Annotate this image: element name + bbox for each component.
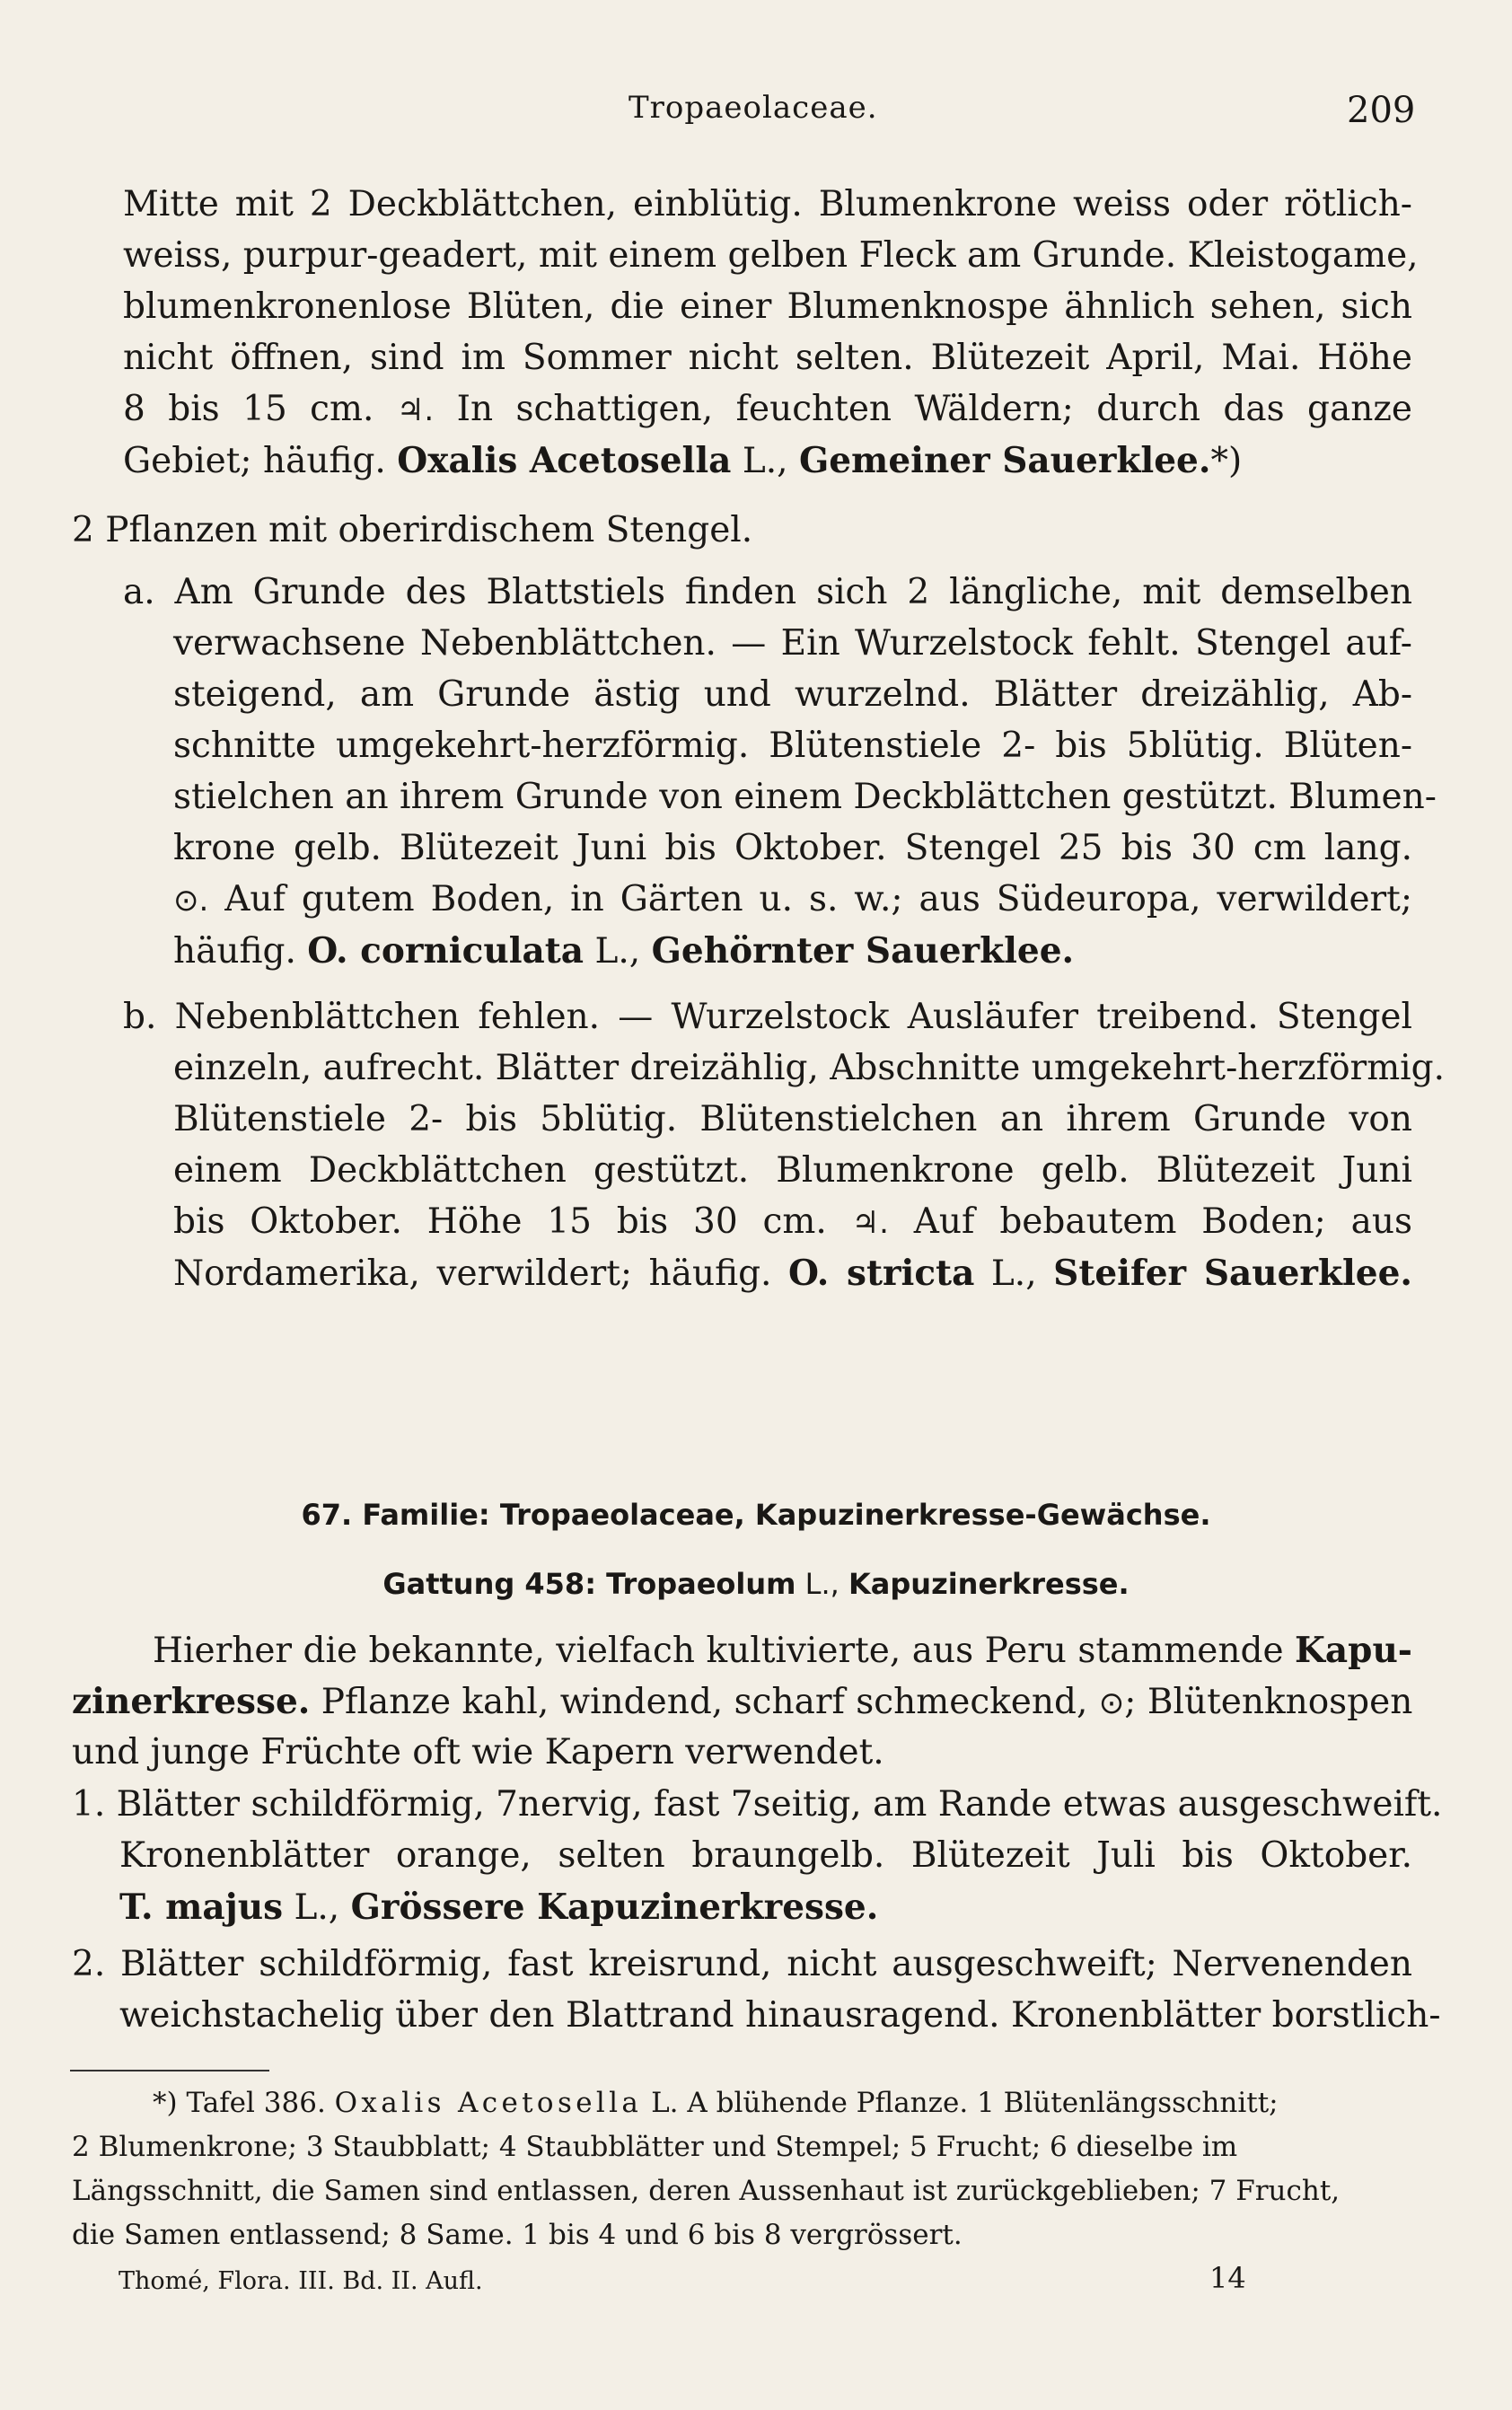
footnote-divider	[70, 2070, 269, 2071]
text-line: Hierher die bekannte, vielfach kultivierte, aus Peru stammende Kapu-	[153, 1630, 1412, 1671]
text-line: einem Deckblättchen gestützt. Blumenkrone gelb. Blütezeit Juni	[173, 1150, 1412, 1191]
annual-symbol-icon: ⊙.	[173, 883, 209, 919]
text-line: häufig. O. corniculata L., Gehörnter Sauerklee.	[173, 930, 1075, 972]
family-heading: 67. Familie: Tropaeolaceae, Kapuzinerkresse-Gewächse.	[301, 1498, 1211, 1532]
footnote-line: Längsschnitt, die Samen sind entlassen, deren Aussenhaut ist zurückgeblieben; 7 Frucht,	[72, 2175, 1341, 2207]
text-line: 2 Pflanzen mit oberirdischem Stengel.	[72, 510, 753, 550]
text-line: Mitte mit 2 Deckblättchen, einblütig. Blumenkrone weiss oder rötlich-	[123, 184, 1412, 224]
text-line: verwachsene Nebenblättchen. — Ein Wurzelstock fehlt. Stengel auf-	[173, 623, 1412, 664]
species-name: T. majus	[119, 1887, 284, 1928]
common-name: Grössere Kapuzinerkresse.	[350, 1887, 879, 1928]
text-line: b. Nebenblättchen fehlen. — Wurzelstock Ausläufer treibend. Stengel	[123, 997, 1412, 1037]
footnote-marker: *)	[1210, 441, 1243, 481]
footnote-line: die Samen entlassend; 8 Same. 1 bis 4 und 6 bis 8 vergrössert.	[72, 2219, 963, 2251]
text-line: zinerkresse. Pflanze kahl, windend, scharf schmeckend, ⊙; Blütenknospen	[72, 1681, 1413, 1722]
sheet-number: 14	[1209, 2261, 1246, 2295]
common-name: Gemeiner Sauerklee.	[798, 440, 1211, 481]
text-line: a. Am Grunde des Blattstiels finden sich 2 längliche, mit demselben	[123, 572, 1412, 612]
signature-line: Thomé, Flora. III. Bd. II. Aufl.	[119, 2267, 483, 2295]
footnote-line: *) Tafel 386. Oxalis Acetosella L. A blühende Pflanze. 1 Blütenlängsschnitt;	[153, 2087, 1279, 2119]
text-line: 1. Blätter schildförmig, 7nervig, fast 7seitig, am Rande etwas ausgeschweift.	[72, 1784, 1443, 1825]
text-line: weiss, purpur-geadert, mit einem gelben Fleck am Grunde. Kleistogame,	[123, 235, 1419, 276]
species-name: Oxalis Acetosella	[334, 2087, 643, 2119]
species-name: Oxalis Acetosella	[397, 440, 732, 481]
species-name: O. corniculata	[307, 930, 585, 972]
perennial-symbol-icon: ♃.	[396, 392, 435, 428]
genus-heading: Gattung 458: Tropaeolum L., Kapuzinerkresse.	[382, 1567, 1130, 1601]
text-line: stielchen an ihrem Grunde von einem Deckblättchen gestützt. Blumen-	[173, 777, 1437, 817]
text-line: und junge Früchte oft wie Kapern verwendet.	[72, 1732, 884, 1772]
text-line: bis Oktober. Höhe 15 bis 30 cm. ♃. Auf bebautem Boden; aus	[173, 1201, 1412, 1242]
text-line: weichstachelig über den Blattrand hinausragend. Kronenblätter borstlich-	[119, 1995, 1441, 2036]
text-line: einzeln, aufrecht. Blätter dreizählig, Abschnitte umgekehrt-herzförmig.	[173, 1048, 1446, 1088]
common-name: Steifer Sauerklee.	[1053, 1253, 1413, 1294]
text-line: Nordamerika, verwildert; häufig. O. stricta L., Steifer Sauerklee.	[173, 1253, 1413, 1294]
text-line: nicht öffnen, sind im Sommer nicht selten. Blütezeit April, Mai. Höhe	[123, 338, 1412, 378]
annual-symbol-icon: ⊙	[1098, 1685, 1125, 1721]
text-line: T. majus L., Grössere Kapuzinerkresse.	[119, 1887, 879, 1928]
footnote-line: 2 Blumenkrone; 3 Staubblatt; 4 Staubblätter und Stempel; 5 Frucht; 6 dieselbe im	[72, 2131, 1238, 2163]
text-line: schnitte umgekehrt-herzförmig. Blütenstiele 2- bis 5blütig. Blüten-	[173, 726, 1412, 766]
common-name: Gehörnter Sauerklee.	[651, 930, 1075, 972]
text-line: Kronenblätter orange, selten braungelb. Blütezeit Juli bis Oktober.	[119, 1835, 1412, 1876]
text-line: steigend, am Grunde ästig und wurzelnd. Blätter dreizählig, Ab-	[173, 674, 1412, 715]
page-number: 209	[1347, 90, 1416, 131]
text-line: Blütenstiele 2- bis 5blütig. Blütenstielchen an ihrem Grunde von	[173, 1099, 1412, 1139]
text-line: Gebiet; häufig. Oxalis Acetosella L., Gemeiner Sauerklee.*)	[123, 440, 1243, 481]
running-head: Tropaeolaceae.	[629, 90, 878, 126]
text-line: 2. Blätter schildförmig, fast kreisrund, nicht ausgeschweift; Nervenenden	[72, 1944, 1412, 1984]
species-name: O. stricta	[788, 1253, 975, 1294]
perennial-symbol-icon: ♃.	[851, 1205, 889, 1241]
text-line: krone gelb. Blütezeit Juni bis Oktober. Stengel 25 bis 30 cm lang.	[173, 828, 1412, 868]
text-line: blumenkronenlose Blüten, die einer Blumenknospe ähnlich sehen, sich	[123, 286, 1412, 327]
text-line: 8 bis 15 cm. ♃. In schattigen, feuchten Wäldern; durch das ganze	[123, 389, 1412, 429]
text-line: ⊙. Auf gutem Boden, in Gärten u. s. w.; aus Südeuropa, verwildert;	[173, 879, 1412, 919]
